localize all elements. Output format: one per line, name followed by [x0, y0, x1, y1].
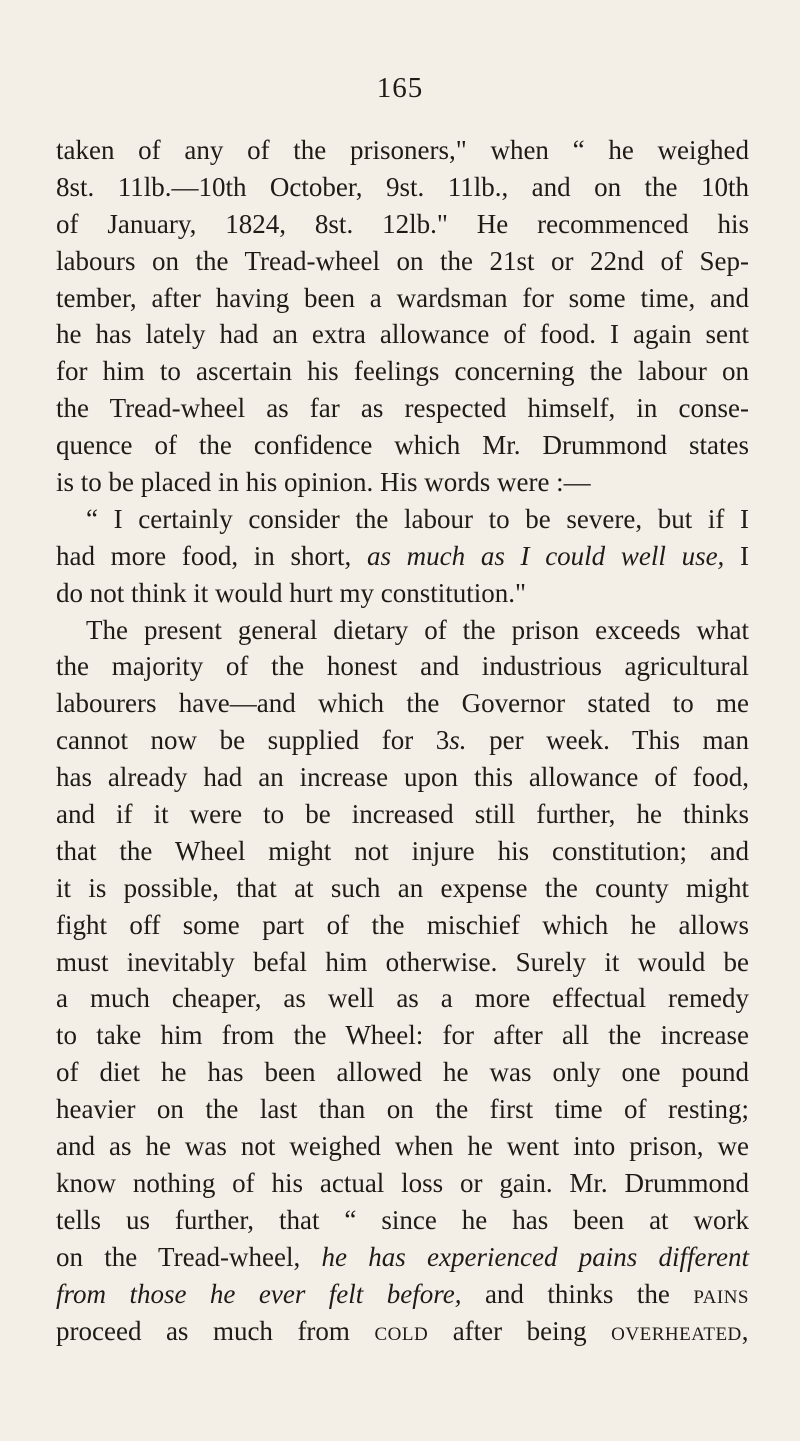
small-caps-text: overheated,	[611, 1315, 750, 1346]
text-line: quence of the confidence which Mr. Drummond states	[56, 430, 749, 461]
text-line: labourers have—and which the Governor stated to me	[56, 688, 749, 719]
text-line: of diet he has been allowed he was only one pound	[56, 1057, 749, 1088]
italic-text: as much as I could well use,	[366, 540, 725, 571]
text-line: The present general dietary of the prison exceeds what	[86, 614, 749, 645]
text-line	[56, 538, 749, 575]
text-line: must inevitably befal him otherwise. Surely it would be	[56, 946, 749, 977]
text-segment: cannot now be supplied for 3	[56, 725, 450, 756]
text-line: tells us further, that “ since he has been at work	[56, 1204, 749, 1235]
small-caps-text: pains	[693, 1278, 750, 1309]
page-number: 165	[376, 72, 424, 104]
text-line	[56, 1239, 749, 1276]
text-line: the majority of the honest and industrious agricultural	[56, 651, 749, 682]
text-line: know nothing of his actual loss or gain. Mr. Drummond	[56, 1167, 749, 1198]
text-segment: proceed as much from	[56, 1315, 350, 1346]
text-line	[56, 722, 749, 759]
text-line: that the Wheel might not injure his constitution; and	[56, 835, 749, 866]
body-text	[56, 132, 749, 1349]
text-line: the Tread-wheel as far as respected himself, in conse-	[56, 393, 749, 424]
text-line: he has lately had an extra allowance of food. I again sent	[56, 319, 749, 350]
text-line: taken of any of the prisoners," when “ he weighed	[56, 135, 749, 165]
italic-text: from those he ever felt before,	[56, 1278, 462, 1309]
text-segment: after being	[452, 1315, 587, 1346]
text-line: and as he was not weighed when he went into prison, we	[56, 1131, 749, 1162]
text-line: fight off some part of the mischief which he allows	[56, 909, 749, 940]
text-line: a much cheaper, as well as a more effectual remedy	[56, 983, 749, 1014]
text-segment: on the Tread-wheel,	[56, 1241, 301, 1272]
text-segment: I	[740, 540, 750, 571]
text-line: and if it were to be increased still further, he thinks	[56, 799, 749, 830]
text-line: of January, 1824, 8st. 12lb." He recommenced his	[56, 208, 749, 239]
text-line: “ I certainly consider the labour to be severe, but if I	[86, 503, 749, 534]
text-line: heavier on the last than on the first time of resting;	[56, 1094, 749, 1125]
italic-text: s.	[449, 725, 467, 756]
text-segment: and thinks the	[484, 1278, 670, 1309]
text-line: labours on the Tread-wheel on the 21st or 22nd of Sep-	[56, 245, 749, 276]
text-line	[56, 1313, 749, 1350]
text-line: 8st. 11lb.—10th October, 9st. 11lb., and on the 10th	[56, 171, 749, 202]
text-line	[56, 1276, 749, 1313]
text-line: tember, after having been a wardsman for some time, and	[56, 282, 749, 313]
small-caps-text: cold	[374, 1315, 429, 1346]
text-line: is to be placed in his opinion. His words were :—	[56, 467, 591, 498]
text-line: do not think it would hurt my constitution."	[56, 577, 527, 608]
italic-text: he has experienced pains different	[321, 1241, 749, 1272]
text-line: it is possible, that at such an expense the county might	[56, 872, 749, 903]
text-segment: per week. This man	[489, 725, 749, 756]
text-line: has already had an increase upon this allowance of food,	[56, 762, 749, 793]
text-line: to take him from the Wheel: for after all the increase	[56, 1020, 749, 1051]
text-segment: had more food, in short,	[56, 540, 352, 571]
text-line: for him to ascertain his feelings concerning the labour on	[56, 356, 749, 387]
